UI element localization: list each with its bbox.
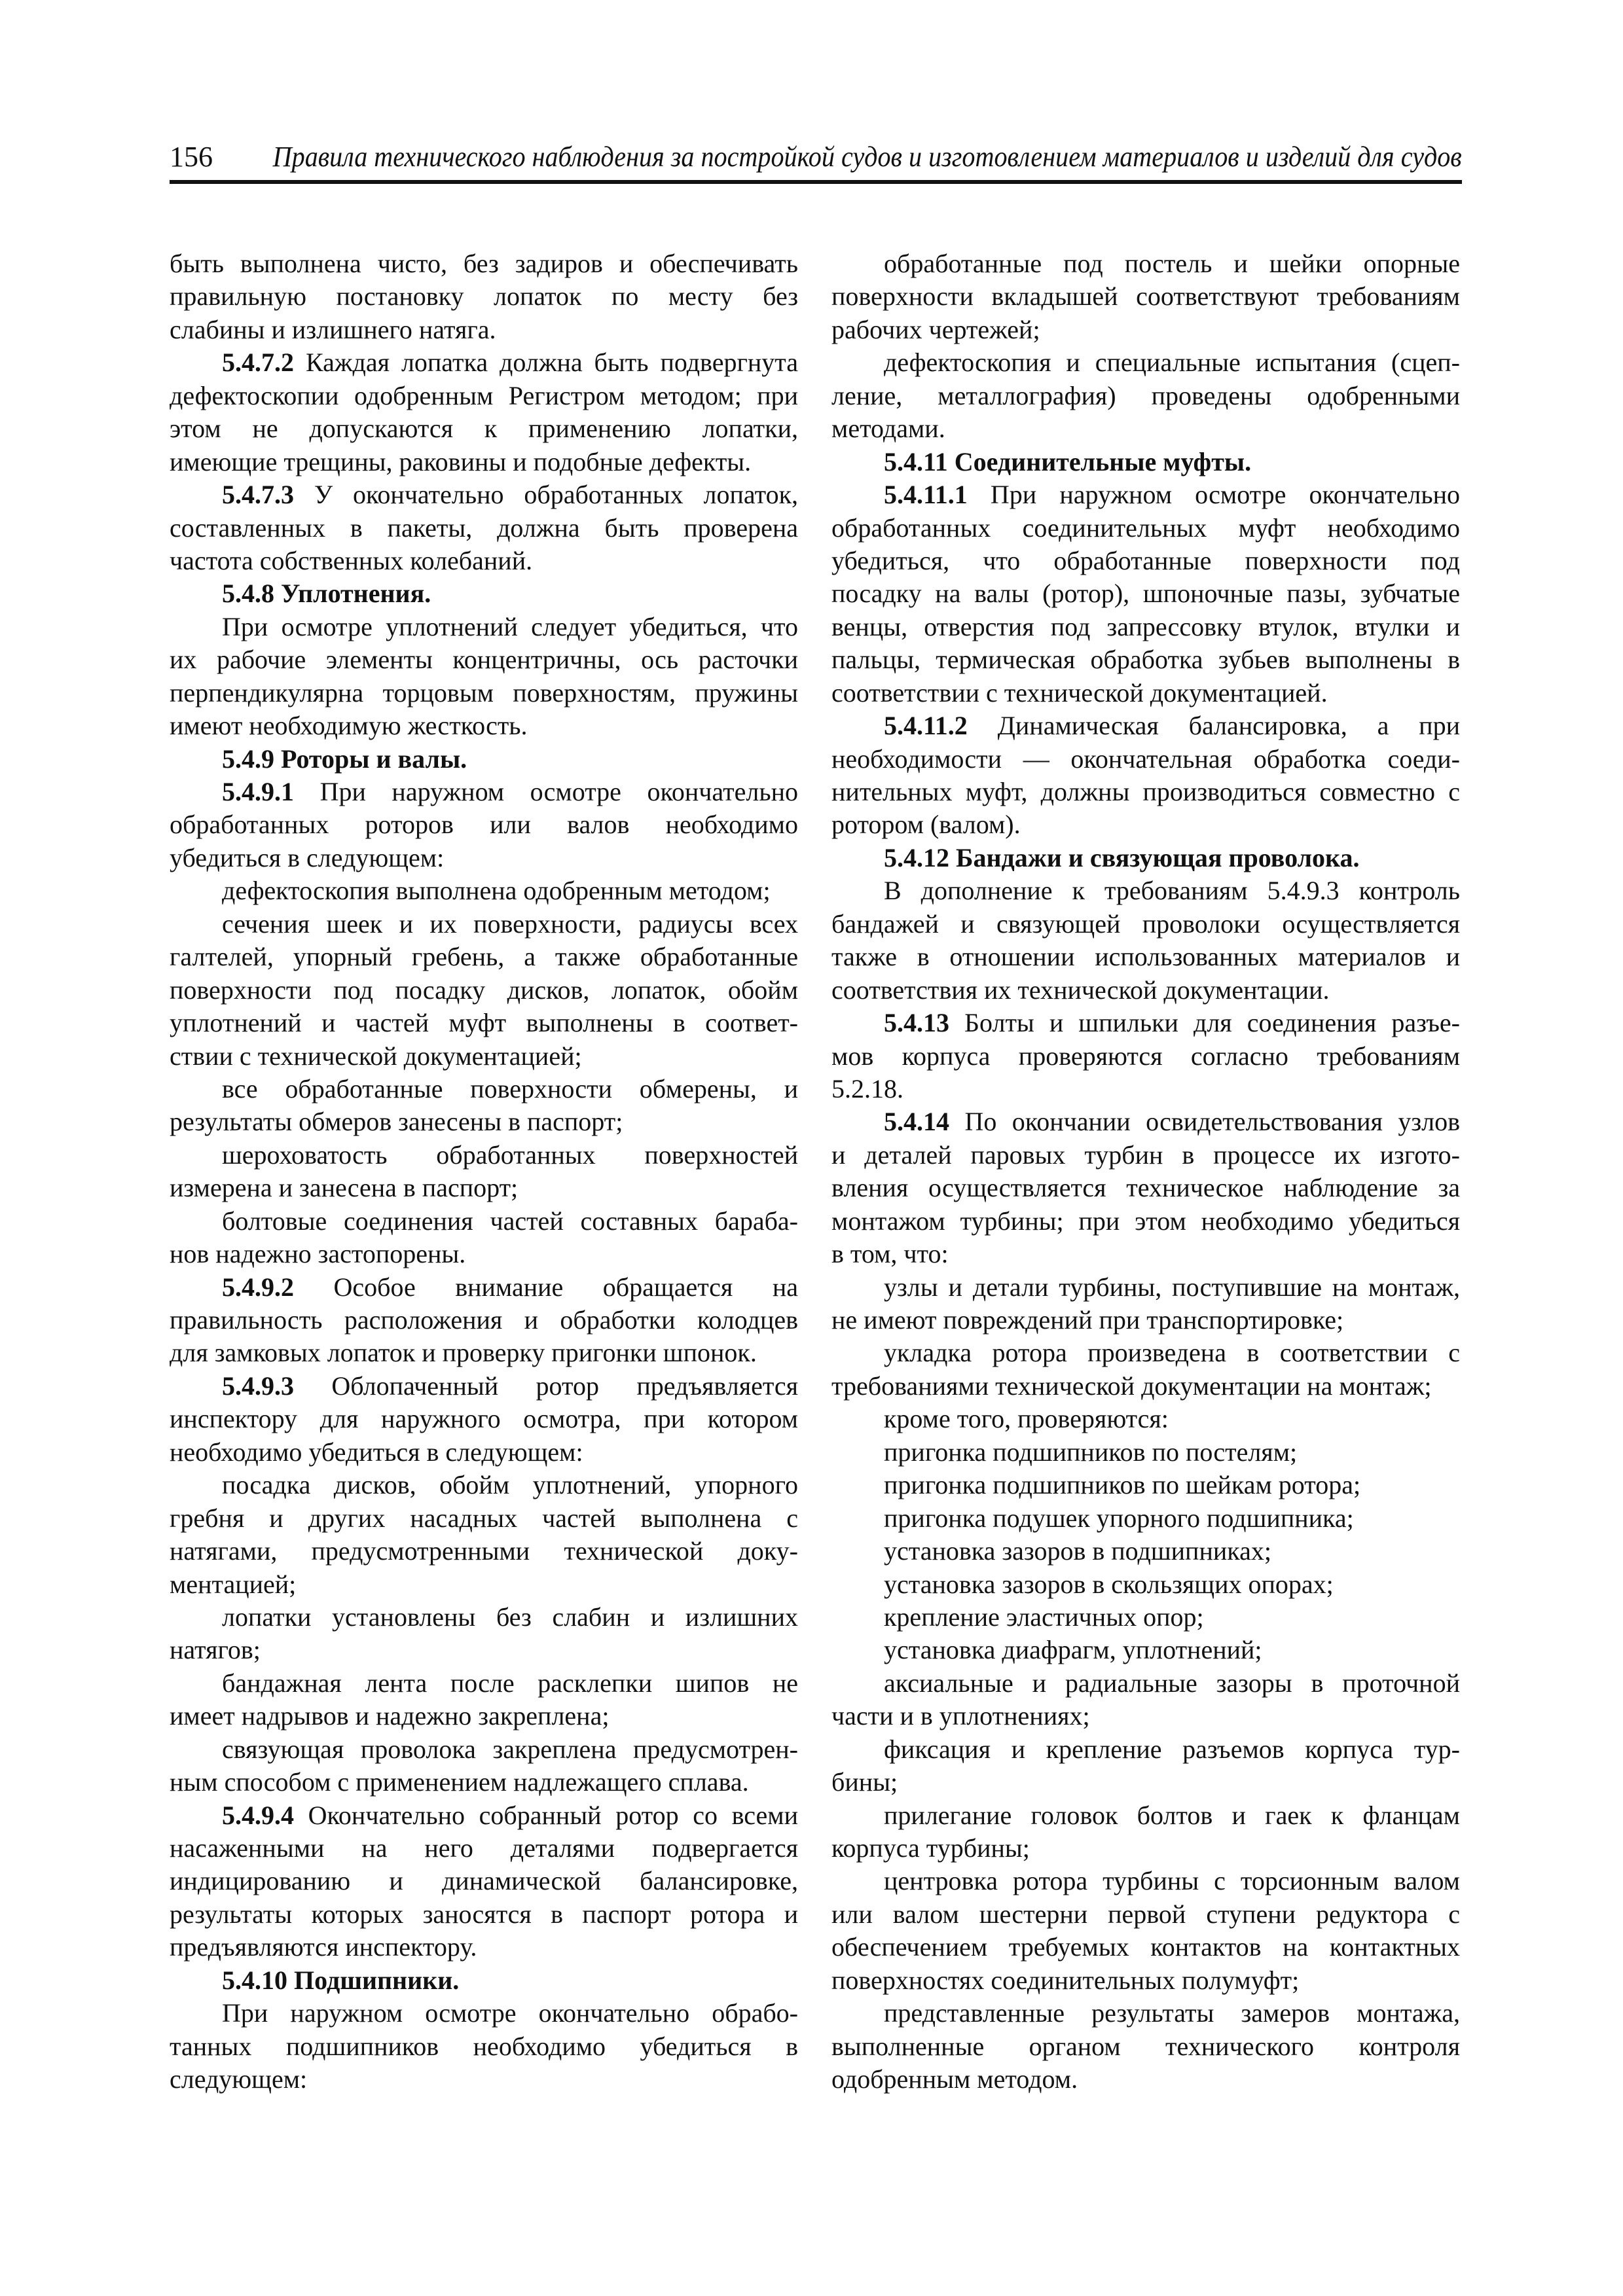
text-line [170, 842, 798, 874]
line-text: имеют необходимую жесткость. [170, 711, 528, 741]
line-text: их рабочие элементы концентричны, ось расточки [170, 645, 798, 675]
line-text: пригонка подушек упорного подшипника; [884, 1503, 1354, 1533]
text-line [170, 1073, 798, 1105]
line-text: ствии с технической документацией; [170, 1041, 582, 1071]
line-text: монтажом турбины; при этом необходимо убедиться [831, 1206, 1460, 1236]
line-text: выполненные органом технического контроля [831, 2031, 1460, 2061]
line-text: обеспечением требуемых контактов на контактных [831, 1932, 1460, 1962]
paragraph [170, 874, 798, 907]
text-line [831, 1403, 1460, 1435]
text-line [831, 842, 1460, 874]
text-line [170, 512, 798, 545]
text-line [170, 1535, 798, 1568]
line-text: убедиться, что обработанные поверхности под [831, 545, 1460, 575]
paragraph [170, 247, 798, 346]
line-text: бандажей и связующей проволоки осуществляется [831, 908, 1460, 939]
text-line [170, 1238, 798, 1270]
text-line [831, 1336, 1460, 1369]
line-text: или валом шестерни первой ступени редуктора с [831, 1899, 1460, 1929]
text-line [170, 314, 798, 346]
clause-number: 5.4.9.3 [222, 1371, 294, 1401]
paragraph [831, 1403, 1460, 1435]
clause-number: 5.4.9.4 [222, 1800, 294, 1830]
line-text: венцы, отверстия под запрессовку втулок, втулки и [831, 611, 1460, 641]
text-line [831, 908, 1460, 941]
clause-number: 5.4.9.2 [222, 1272, 294, 1302]
text-line [170, 280, 798, 313]
text-line [831, 1997, 1460, 2030]
line-text: В дополнение к требованиям 5.4.9.3 контроль [884, 876, 1460, 906]
text-line [170, 446, 798, 478]
paragraph [831, 1007, 1460, 1105]
line-text: бины; [831, 1767, 898, 1797]
line-text: предъявляются инспектору. [170, 1932, 477, 1962]
paragraph [831, 1865, 1460, 1997]
text-line [831, 380, 1460, 412]
line-text: пальцы, термическая обработка зубьев выполнены в [831, 645, 1460, 675]
text-line [170, 643, 798, 676]
text-line [170, 346, 798, 379]
text-line [831, 1931, 1460, 1964]
text-line [170, 1898, 798, 1931]
text-line [170, 1105, 798, 1138]
line-text: мов корпуса проверяются согласно требованиям [831, 1041, 1460, 1071]
text-line [831, 1040, 1460, 1073]
text-line [831, 478, 1460, 511]
line-text: дефектоскопия выполнена одобренным методом; [222, 876, 771, 906]
line-text: 5.4.8 Уплотнения. [222, 579, 431, 609]
line-text: этом не допускаются к применению лопатки, [170, 414, 798, 444]
text-line [831, 1667, 1460, 1700]
line-text: насаженными на него деталями подвергается [170, 1833, 798, 1863]
text-line [831, 1238, 1460, 1270]
line-text: При наружном осмотре окончательно [319, 777, 798, 806]
paragraph [170, 1205, 798, 1271]
text-line [831, 1568, 1460, 1601]
text-line [831, 1766, 1460, 1799]
paragraph [831, 1271, 1460, 1337]
line-text: посадка дисков, обойм уплотнений, упорного [222, 1470, 798, 1500]
text-line [170, 1139, 798, 1172]
text-line [170, 743, 798, 776]
line-text: установка зазоров в скользящих опорах; [884, 1569, 1334, 1599]
paragraph [170, 1733, 798, 1799]
line-text: Особое внимание обращается на [333, 1272, 798, 1302]
text-line [170, 1304, 798, 1336]
text-line [170, 1336, 798, 1369]
text-line [170, 1964, 798, 1997]
paragraph [831, 1601, 1460, 1634]
running-header [170, 139, 1462, 175]
line-text: Облопаченный ротор предъявляется [331, 1371, 799, 1401]
line-text: крепление эластичных опор; [884, 1602, 1204, 1632]
text-line [831, 1172, 1460, 1204]
paragraph [170, 776, 798, 874]
clause-number: 5.4.14 [884, 1107, 949, 1137]
text-line [831, 346, 1460, 379]
line-text: нов надежно застопорены. [170, 1239, 466, 1269]
line-text: рабочих чертежей; [831, 314, 1040, 344]
line-text: одобренным методом. [831, 2064, 1078, 2094]
paragraph [170, 1601, 798, 1667]
text-line [170, 1271, 798, 1304]
text-line [831, 412, 1460, 445]
line-text: быть выполнена чисто, без задиров и обеспечивать [170, 249, 798, 278]
text-line [170, 1931, 798, 1964]
text-line [831, 611, 1460, 643]
text-line [831, 446, 1460, 478]
line-text: нительных муфт, должны производиться совместно с [831, 777, 1460, 806]
line-text: 5.4.12 Бандажи и связующая проволока. [884, 842, 1360, 872]
paragraph [831, 709, 1460, 842]
line-text: для замковых лопаток и проверку пригонки шпонок. [170, 1338, 757, 1368]
paragraph [831, 1535, 1460, 1568]
text-line [170, 1370, 798, 1403]
text-line [170, 380, 798, 412]
paragraph [170, 611, 798, 743]
paragraph [170, 1799, 798, 1964]
line-text: сечения шеек и их поверхности, радиусы всех [222, 908, 798, 939]
text-line [831, 1964, 1460, 1997]
text-line [831, 1007, 1460, 1039]
line-text: поверхностях соединительных полумуфт; [831, 1965, 1300, 1995]
text-line [831, 512, 1460, 545]
paragraph [170, 346, 798, 478]
text-line [170, 1799, 798, 1832]
left-column [170, 247, 798, 2096]
text-line [831, 1799, 1460, 1832]
paragraph [831, 1733, 1460, 1799]
text-line [170, 247, 798, 280]
section-heading [170, 743, 798, 776]
text-line [831, 247, 1460, 280]
line-text: Окончательно собранный ротор со всеми [308, 1800, 798, 1830]
clause-number: 5.4.11.2 [884, 711, 968, 741]
text-line [831, 1073, 1460, 1105]
paragraph [170, 1139, 798, 1205]
line-text: галтелей, упорный гребень, а также обработанные [170, 942, 798, 972]
text-line [170, 974, 798, 1007]
line-text: У окончательно обработанных лопаток, [314, 480, 798, 510]
text-line [831, 974, 1460, 1007]
line-text: необходимо убедиться в следующем: [170, 1437, 583, 1467]
paragraph [831, 1105, 1460, 1270]
text-line [170, 478, 798, 511]
line-text: Болты и шпильки для соединения разъе- [964, 1008, 1460, 1038]
text-line [170, 545, 798, 577]
line-text: обработанных роторов или валов необходимо [170, 810, 798, 840]
line-text: измерена и занесена в паспорт; [170, 1173, 519, 1203]
text-line [170, 1733, 798, 1766]
line-text: установка диафрагм, уплотнений; [884, 1635, 1262, 1665]
line-text: поверхности вкладышей соответствуют требованиям [831, 281, 1460, 312]
line-text: При наружном осмотре окончательно обрабо- [222, 1998, 798, 2028]
line-text: натягов; [170, 1635, 261, 1665]
text-line [170, 2063, 798, 2096]
text-line [170, 1667, 798, 1700]
clause-number: 5.4.7.3 [222, 480, 294, 510]
right-column [831, 247, 1460, 2096]
paragraph [831, 1634, 1460, 1666]
line-text: в том, что: [831, 1239, 949, 1269]
text-line [831, 1271, 1460, 1304]
text-line [170, 1766, 798, 1799]
text-line [170, 908, 798, 941]
text-line [831, 874, 1460, 907]
text-line [831, 1634, 1460, 1666]
paragraph [831, 478, 1460, 709]
line-text: Каждая лопатка должна быть подвергнута [305, 348, 799, 378]
line-text: требованиями технической документации на монтаж; [831, 1371, 1432, 1401]
paragraph [170, 1667, 798, 1733]
line-text: ментацией; [170, 1569, 297, 1599]
line-text: кроме того, проверяются: [884, 1404, 1169, 1434]
text-line [170, 1997, 798, 2030]
paragraph [170, 1271, 798, 1370]
text-line [831, 1601, 1460, 1634]
line-text: перпендикулярна торцовым поверхностям, пружины [170, 677, 798, 708]
line-text: не имеют повреждений при транспортировке; [831, 1305, 1344, 1335]
paragraph [831, 1336, 1460, 1403]
line-text: 5.2.18. [831, 1073, 903, 1103]
line-text: вления осуществляется техническое наблюдение за [831, 1173, 1460, 1203]
text-line [170, 1634, 798, 1666]
line-text: и деталей паровых турбин в процессе их изгото- [831, 1139, 1460, 1170]
text-line [831, 314, 1460, 346]
line-text: обработанных соединительных муфт необходимо [831, 512, 1460, 543]
text-line [831, 1502, 1460, 1535]
line-text: результаты обмеров занесены в паспорт; [170, 1107, 623, 1137]
text-line [831, 1700, 1460, 1732]
paragraph [170, 1073, 798, 1139]
paragraph [170, 908, 798, 1073]
line-text: установка зазоров в подшипниках; [884, 1536, 1271, 1566]
text-line [831, 545, 1460, 577]
text-line [831, 1304, 1460, 1336]
text-line [170, 1403, 798, 1435]
line-text: корпуса турбины; [831, 1833, 1030, 1863]
paragraph [170, 1469, 798, 1601]
text-line [831, 280, 1460, 313]
text-line [170, 1205, 798, 1238]
clause-number: 5.4.7.2 [222, 348, 294, 378]
line-text: фиксация и крепление разъемов корпуса тур- [884, 1734, 1460, 1764]
text-line [170, 2030, 798, 2063]
line-text: дефектоскопии одобренным Регистром методом; при [170, 380, 798, 410]
line-text: индицированию и динамической балансировке, [170, 1866, 798, 1896]
line-text: Динамическая балансировка, а при [997, 711, 1460, 741]
text-line [170, 776, 798, 808]
line-text: обработанные под постель и шейки опорные [884, 249, 1460, 278]
text-line [831, 2063, 1460, 2096]
paragraph [831, 1568, 1460, 1601]
paragraph [831, 1436, 1460, 1469]
line-text: аксиальные и радиальные зазоры в проточной [884, 1668, 1460, 1698]
line-text: все обработанные поверхности обмерены, и [222, 1073, 798, 1103]
line-text: шероховатость обработанных поверхностей [222, 1139, 798, 1170]
paragraph [831, 1997, 1460, 2096]
line-text: ление, металлография) проведены одобренными [831, 380, 1460, 410]
text-line [170, 1865, 798, 1897]
text-line [831, 1832, 1460, 1865]
line-text: болтовые соединения частей составных бараба- [222, 1206, 798, 1236]
line-text: необходимости — окончательная обработка соеди- [831, 744, 1460, 774]
line-text: поверхности под посадку дисков, лопаток, обойм [170, 975, 798, 1005]
line-text: центровка ротора турбины с торсионным валом [884, 1866, 1460, 1896]
paragraph [831, 346, 1460, 445]
line-text: уплотнений и частей муфт выполнены в соответ- [170, 1008, 798, 1038]
line-text: соответствии с технической документацией. [831, 677, 1328, 708]
section-heading [170, 577, 798, 610]
line-text: укладка ротора произведена в соответствии с [884, 1338, 1460, 1368]
paragraph [170, 478, 798, 577]
line-text: 5.4.10 Подшипники. [222, 1965, 460, 1995]
line-text: правильную постановку лопаток по месту без [170, 281, 798, 312]
text-line [170, 1568, 798, 1601]
text-line [170, 1601, 798, 1634]
text-line [831, 2030, 1460, 2063]
paragraph [831, 1799, 1460, 1865]
text-line [831, 709, 1460, 742]
paragraph [170, 1997, 798, 2096]
text-line [170, 412, 798, 445]
line-text: также в отношении использованных материалов и [831, 942, 1460, 972]
text-line [170, 1040, 798, 1073]
line-text: ротором (валом). [831, 810, 1021, 840]
line-text: пригонка подшипников по постелям; [884, 1437, 1298, 1467]
line-text: пригонка подшипников по шейкам ротора; [884, 1470, 1361, 1500]
text-line [170, 1832, 798, 1865]
clause-number: 5.4.9.1 [222, 777, 294, 806]
paragraph [831, 247, 1460, 346]
line-text: связующая проволока закреплена предусмотрен- [222, 1734, 798, 1764]
text-line [831, 1733, 1460, 1766]
text-line [831, 1865, 1460, 1897]
text-line [831, 577, 1460, 610]
text-line [170, 611, 798, 643]
line-text: посадку на валы (ротор), шпоночные пазы, зубчатые [831, 579, 1460, 609]
line-text: части и в уплотнениях; [831, 1701, 1090, 1731]
text-line [831, 743, 1460, 776]
line-text: гребня и других насадных частей выполнена с [170, 1503, 798, 1533]
line-text: результаты которых заносятся в паспорт ротора и [170, 1899, 798, 1929]
running-title: Правила технического наблюдения за постройкой судов и изготовлением материалов и изделий для судов [272, 141, 1462, 173]
line-text: имеет надрывов и надежно закреплена; [170, 1701, 610, 1731]
line-text: При наружном осмотре окончательно [990, 480, 1460, 510]
line-text: имеющие трещины, раковины и подобные дефекты. [170, 446, 752, 476]
text-line [170, 1502, 798, 1535]
clause-number: 5.4.11.1 [884, 480, 968, 510]
line-text: составленных в пакеты, должна быть проверена [170, 512, 798, 543]
text-line [170, 1172, 798, 1204]
line-text: танных подшипников необходимо убедиться в [170, 2031, 798, 2061]
paragraph [170, 1370, 798, 1469]
section-heading [831, 446, 1460, 478]
clause-number: 5.4.13 [884, 1008, 949, 1038]
text-line [831, 1436, 1460, 1469]
text-line [831, 1105, 1460, 1138]
section-heading [170, 1964, 798, 1997]
paragraph [831, 874, 1460, 1007]
text-line [170, 808, 798, 841]
text-line [831, 1898, 1460, 1931]
line-text: частота собственных колебаний. [170, 545, 533, 575]
line-text: лопатки установлены без слабин и излишних [222, 1602, 798, 1632]
text-line [831, 1139, 1460, 1172]
text-line [831, 808, 1460, 841]
text-line [170, 577, 798, 610]
line-text: методами. [831, 414, 945, 444]
paragraph [831, 1469, 1460, 1501]
line-text: дефектоскопия и специальные испытания (сцеп- [884, 348, 1460, 378]
line-text: убедиться в следующем: [170, 842, 445, 872]
line-text: следующем: [170, 2064, 308, 2094]
text-line [170, 1700, 798, 1732]
text-line [831, 1370, 1460, 1403]
page-number: 156 [170, 141, 213, 173]
text-line [831, 941, 1460, 973]
text-line [170, 874, 798, 907]
line-text: слабины и излишнего натяга. [170, 314, 496, 344]
text-line [831, 776, 1460, 808]
line-text: узлы и детали турбины, поступившие на монтаж, [884, 1272, 1460, 1302]
line-text: соответствия их технической документации. [831, 975, 1330, 1005]
paragraph [831, 1667, 1460, 1733]
text-line [831, 643, 1460, 676]
text-line [170, 1469, 798, 1501]
text-line [831, 677, 1460, 709]
line-text: представленные результаты замеров монтажа, [884, 1998, 1460, 2028]
line-text: правильность расположения и обработки колодцев [170, 1305, 798, 1335]
line-text: инспектору для наружного осмотра, при котором [170, 1404, 798, 1434]
line-text: прилегание головок болтов и гаек к фланцам [884, 1800, 1460, 1830]
line-text: По окончании освидетельствования узлов [964, 1107, 1460, 1137]
text-line [170, 941, 798, 973]
text-line [170, 1436, 798, 1469]
line-text: 5.4.11 Соединительные муфты. [884, 446, 1252, 476]
text-line [831, 1469, 1460, 1501]
line-text: ным способом с применением надлежащего сплава. [170, 1767, 749, 1797]
line-text: бандажная лента после расклепки шипов не [222, 1668, 798, 1698]
paragraph [831, 1502, 1460, 1535]
line-text: При осмотре уплотнений следует убедиться, что [222, 611, 798, 641]
section-heading [831, 842, 1460, 874]
header-rule [170, 180, 1462, 184]
text-line [170, 709, 798, 742]
line-text: натягами, предусмотренными технической доку- [170, 1536, 798, 1566]
text-line [170, 1007, 798, 1039]
text-line [831, 1535, 1460, 1568]
text-line [831, 1205, 1460, 1238]
text-line [170, 677, 798, 709]
line-text: 5.4.9 Роторы и валы. [222, 744, 467, 774]
